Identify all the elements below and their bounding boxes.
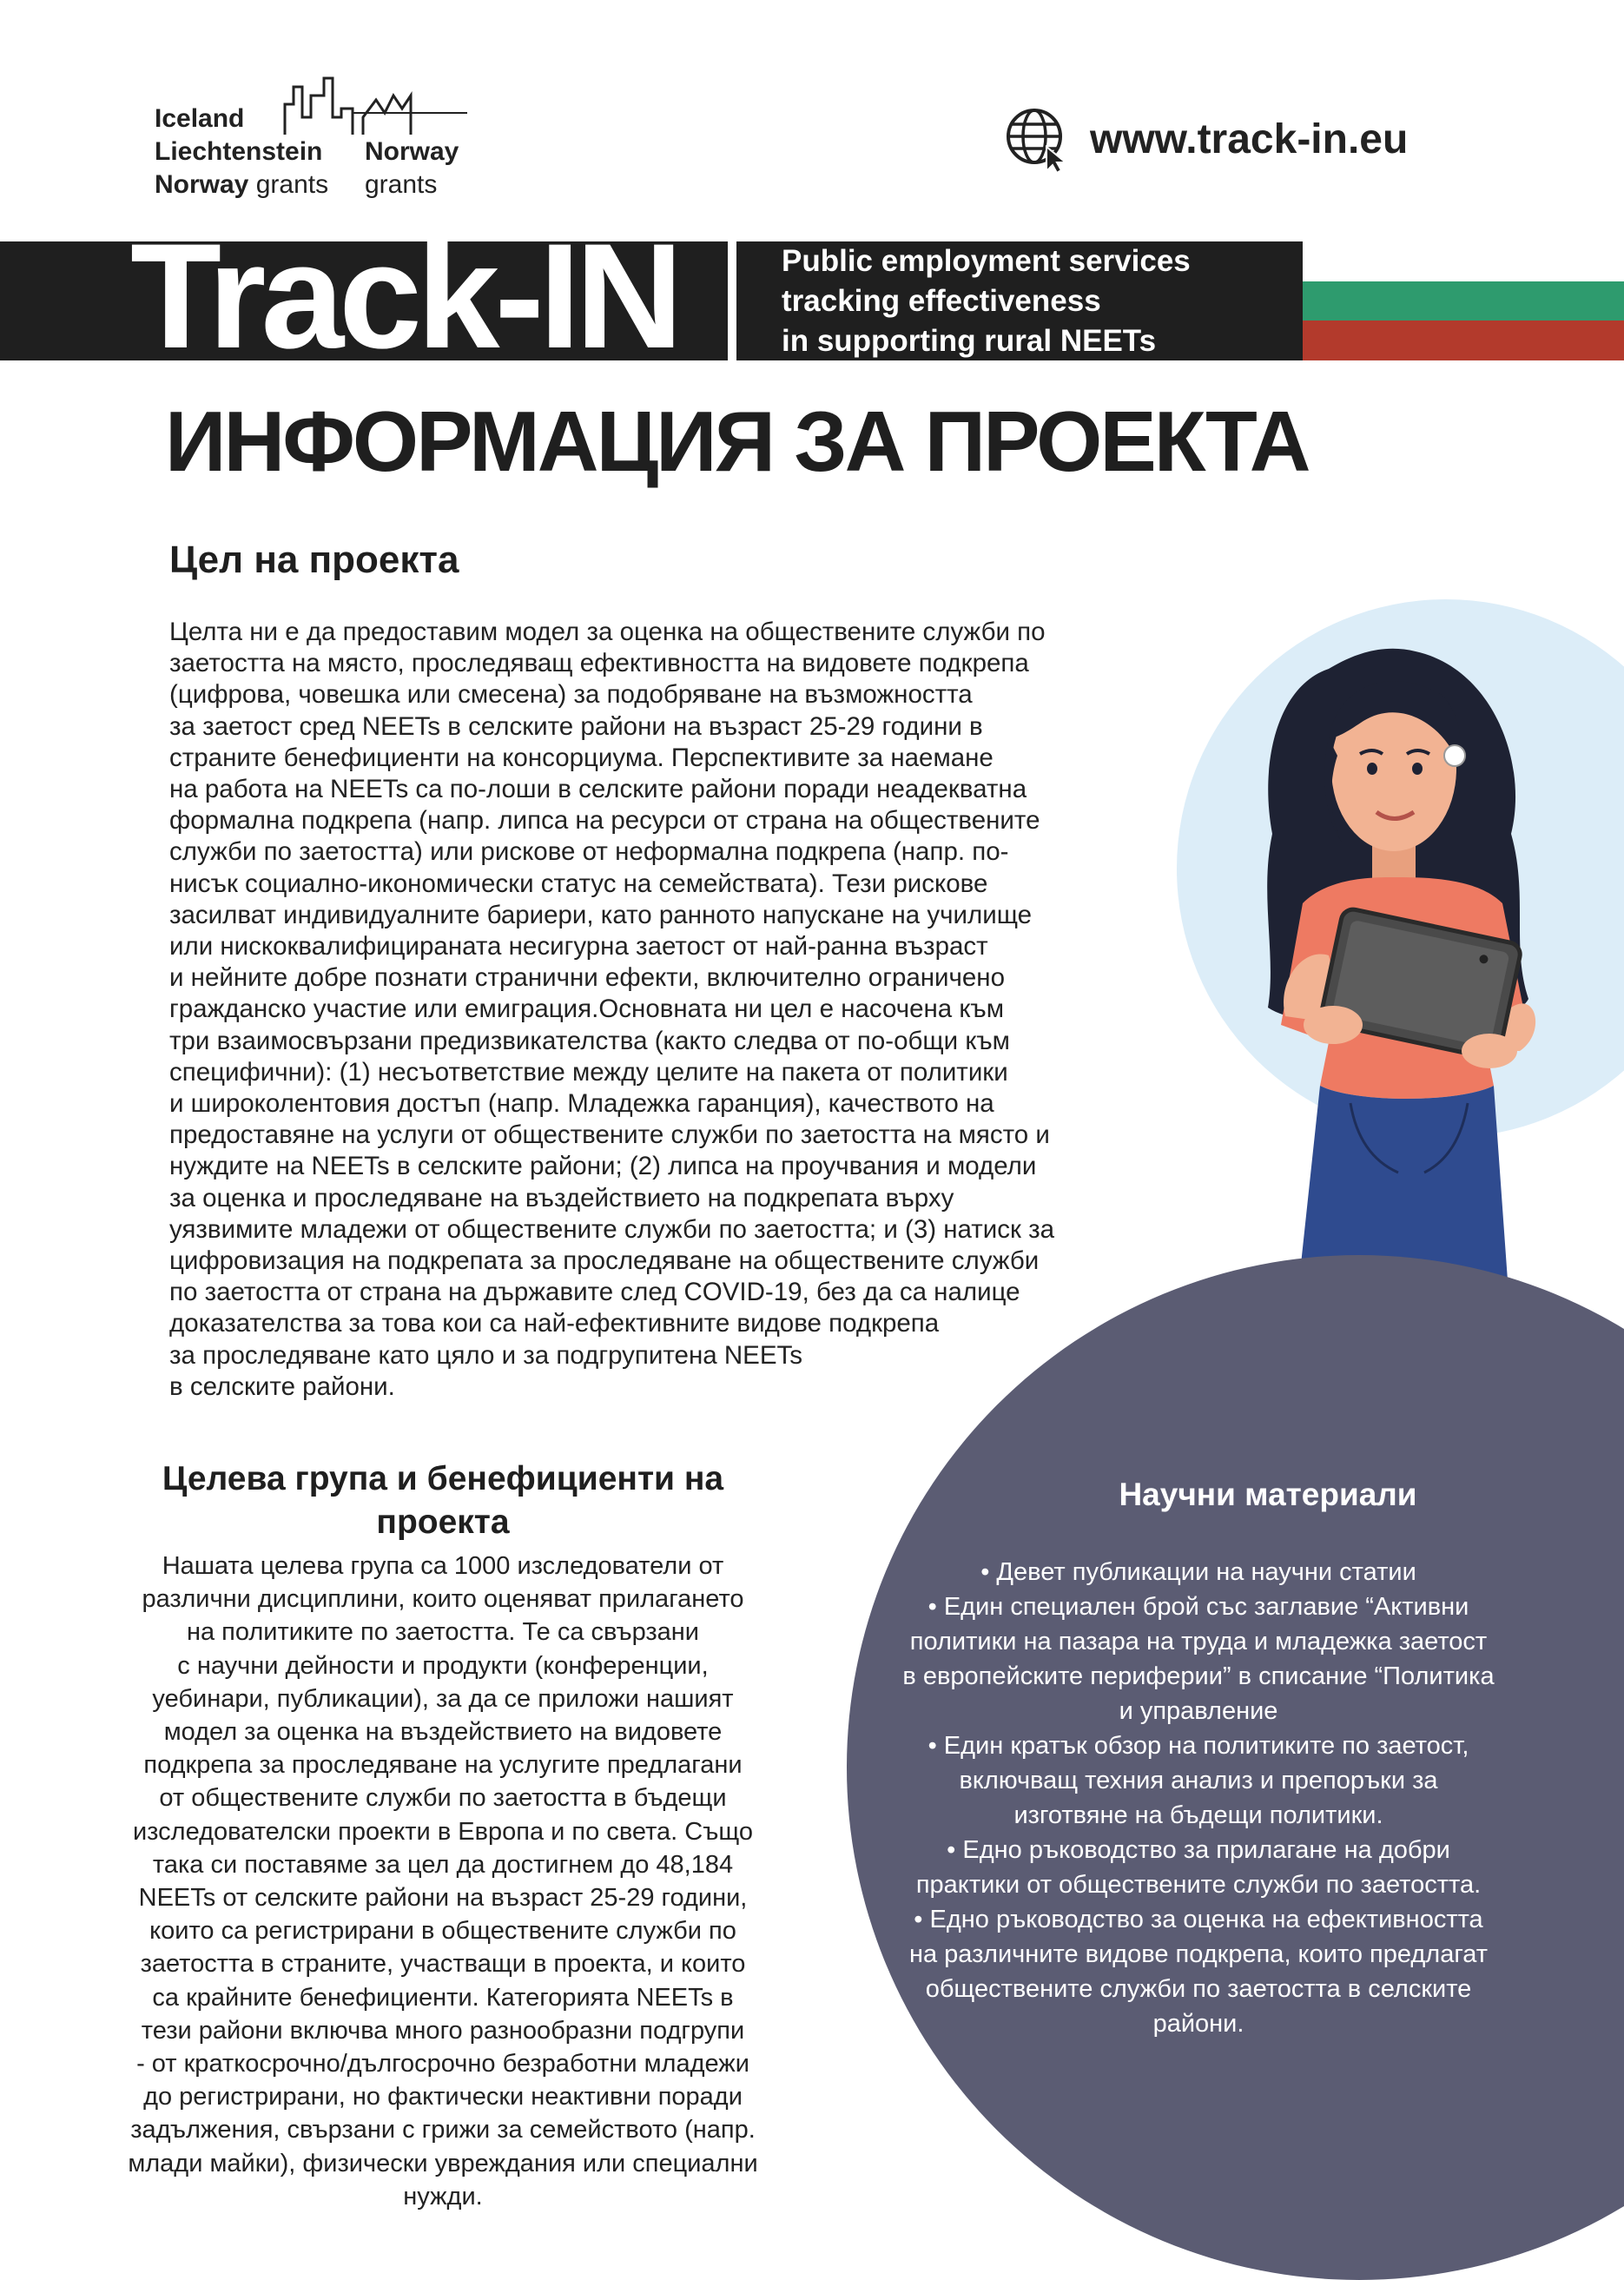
- tagline-line-2: tracking effectiveness: [782, 284, 1101, 318]
- goal-text-line: нуждите на NEETs в селските райони; (2) липса на проучвания и модели: [169, 1152, 1037, 1181]
- target-heading-line-1: Целева група и бенефициенти на: [162, 1460, 724, 1497]
- goal-text-line: и широколентовия достъп (напр. Младежка гаранция), качеството на: [169, 1089, 994, 1119]
- goal-text-line: на работа на NEETs са по-лоши в селските райони поради неадекватна: [169, 775, 1027, 804]
- target-heading-line-2: проекта: [376, 1503, 510, 1541]
- science-list-line: райони.: [1152, 2010, 1244, 2038]
- logo-right-grants: grants: [365, 170, 438, 199]
- goal-text-line: за заетост сред NEETs в селските райони на възраст 25-29 години в: [169, 711, 983, 741]
- target-text-line: тези райони включва много разнообразни подгрупи: [141, 2016, 745, 2045]
- goal-paragraph: [169, 617, 1151, 1403]
- goal-text-line: по заетостта от страна на държавите след COVID-19, без да са налице: [169, 1278, 1020, 1307]
- target-text-line: заетостта в страните, участващи в проекта, и които: [140, 1950, 746, 1979]
- goal-text-line: или нискоквалифицираната несигурна заетост от най-ранна възраст: [169, 932, 988, 962]
- target-text-line: млади майки), физически увреждания или специални: [128, 2149, 758, 2178]
- science-list-line: в европейските периферии” в списание “Политика: [902, 1662, 1495, 1690]
- logo-right-norway: Norway: [365, 137, 459, 166]
- target-text-line: са крайните бенефициенти. Категорията NEETs в: [152, 1983, 734, 2012]
- logo-liechtenstein: Liechtenstein: [155, 137, 323, 166]
- science-list-line: и управление: [1119, 1697, 1278, 1725]
- goal-text-line: предоставяне на услуги от обществените служби по заетостта на място и: [169, 1120, 1050, 1150]
- goal-text-line: уязвимите младежи от обществените служби по заетостта; и (3) натиск за: [169, 1214, 1055, 1244]
- target-text-line: изследователски проекти в Европа и по света. Също: [132, 1817, 753, 1846]
- science-heading: Научни материали: [1119, 1477, 1417, 1512]
- target-text-line: така си поставяме за цел да достигнем до 48,184: [152, 1850, 734, 1879]
- goal-text-line: служби по заетостта) или рискове от неформална подкрепа (напр. по-: [169, 837, 1009, 867]
- grants-logo: [155, 69, 467, 208]
- target-text-line: до регистрирани, но фактически неактивни поради: [143, 2083, 743, 2111]
- target-text-line: нужди.: [403, 2182, 483, 2211]
- logo-iceland: Iceland: [155, 104, 245, 133]
- goal-text-line: Целта ни е да предоставим модел за оценка на обществените служби по: [169, 618, 1046, 646]
- banner-separator: [728, 241, 736, 360]
- flag-green: [1303, 281, 1624, 321]
- woman-with-tablet-illustration: [1198, 617, 1607, 1329]
- target-paragraph: [91, 1550, 795, 2213]
- goal-text-line: за оценка и проследяване на въздействието на подкрепата върху: [169, 1183, 954, 1213]
- logo-norway: Norway: [155, 170, 249, 199]
- target-text-line: с научни дейности и продукти (конференции,: [177, 1651, 709, 1680]
- target-text-line: подкрепа за проследяване на услугите предлагани: [143, 1751, 743, 1780]
- goal-text-line: засилват индивидуалните бариери, като ранното напускане на училище: [169, 900, 1033, 929]
- brand-title: Track-IN: [130, 221, 678, 360]
- target-text-line: - от краткосрочно/дългосрочно безработни младежи: [136, 2050, 749, 2078]
- target-text-line: на политиките по заетостта. Те са свързани: [186, 1618, 700, 1647]
- science-list-line: на различните видове подкрепа, които предлагат: [908, 1940, 1489, 1968]
- goal-text-line: специфични): (1) несъответствие между целите на пакета от политики: [169, 1057, 1008, 1087]
- goal-text-line: в селските райони.: [169, 1371, 395, 1401]
- goal-heading: Цел на проекта: [169, 539, 459, 581]
- science-list-line: изготвяне на бъдещи политики.: [1013, 1801, 1383, 1829]
- banner-tagline: [782, 241, 1294, 361]
- science-list-line: • Девет публикации на научни статии: [980, 1558, 1416, 1586]
- goal-text-line: нисък социално-икономически статус на семействата). Тези рискове: [169, 869, 988, 898]
- goal-text-line: заетостта на място, проследяващ ефективността на видовете подкрепа: [169, 649, 1029, 678]
- flag-red: [1303, 321, 1624, 360]
- target-text-line: модел за оценка на въздействието на видовете: [163, 1718, 723, 1747]
- target-text-line: NEETs от селските райони на възраст 25-29 години,: [138, 1884, 748, 1913]
- goal-text-line: (цифрова, човешка или смесена) за подобряване на възможността: [169, 680, 973, 710]
- science-list-line: • Едно ръководство за оценка на ефективността: [914, 1906, 1483, 1933]
- globe-cursor-icon: [1003, 105, 1071, 173]
- target-text-line: уебинари, публикации), за да се приложи нашият: [152, 1684, 734, 1713]
- bulgarian-flag: [1303, 241, 1624, 360]
- science-list-line: • Един кратък обзор на политиките по заетост,: [928, 1732, 1469, 1760]
- science-list-line: практики от обществените служби по заетостта.: [915, 1871, 1482, 1899]
- goal-text-line: цифровизация на подкрепата за проследяване на обществените служби: [169, 1246, 1040, 1276]
- goal-text-line: доказателства за това кои са най-ефективните видове подкрепа: [169, 1309, 940, 1338]
- goal-text-line: формална подкрепа (напр. липса на ресурси от страна на обществените: [169, 806, 1040, 836]
- logo-grants: grants: [255, 170, 329, 199]
- science-list-line: • Едно ръководство за прилагане на добри: [947, 1836, 1450, 1864]
- page-title: ИНФОРМАЦИЯ ЗА ПРОЕКТА: [165, 393, 1309, 489]
- target-heading: [100, 1457, 786, 1544]
- goal-text-line: три взаимосвързани предизвикателства (както следва от по-общи към: [169, 1026, 1010, 1055]
- flag-white: [1303, 241, 1624, 281]
- science-list: [868, 1555, 1528, 2041]
- website-url[interactable]: www.track-in.eu: [1090, 116, 1409, 162]
- target-text-line: задължения, свързани с грижи за семейството (напр.: [130, 2116, 756, 2145]
- science-list-line: • Един специален брой със заглавие “Активни: [928, 1593, 1469, 1621]
- goal-text-line: гражданско участие или емиграция.Основната ни цел е насочена към: [169, 995, 1005, 1024]
- target-text-line: от обществените служби по заетостта в бъдещи: [159, 1784, 727, 1813]
- science-list-line: политики на пазара на труда и младежка заетост: [909, 1628, 1488, 1655]
- tagline-line-3: in supporting rural NEETs: [782, 324, 1157, 358]
- tagline-line-1: Public employment services: [782, 244, 1191, 278]
- logo-norway-grants: [155, 170, 328, 200]
- website-link[interactable]: [1003, 104, 1408, 174]
- goal-text-line: за проследяване като цяло и за подгрупитена NEETs: [169, 1340, 803, 1370]
- goal-text-line: страните бенефициенти на консорциума. Перспективите за наемане: [169, 743, 994, 772]
- target-text-line: Нашата целева група са 1000 изследователи от: [162, 1552, 724, 1580]
- science-list-line: включващ техния анализ и препоръки за: [959, 1767, 1438, 1794]
- target-text-line: различни дисциплини, които оценяват прилагането: [142, 1585, 744, 1614]
- science-list-line: обществените служби по заетостта в селските: [925, 1975, 1472, 2003]
- goal-text-line: и нейните добре познати странични ефекти, включително ограничено: [169, 963, 1006, 993]
- target-text-line: които са регистрирани в обществените служби по: [149, 1917, 736, 1946]
